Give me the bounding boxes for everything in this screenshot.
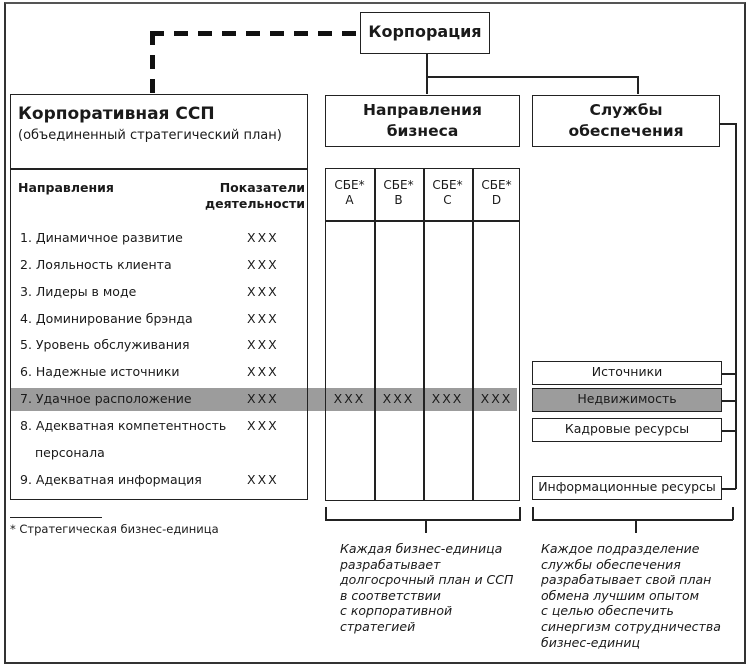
support-services-note: [541, 541, 721, 650]
bsc-row-label: 8. Адекватная компетентность: [20, 418, 227, 433]
dashed-connector-horizontal: [150, 31, 360, 36]
bsc-row-value: XXX: [247, 284, 279, 299]
footnote-rule: [10, 517, 102, 518]
footnote: * Стратегическая бизнес-единица: [10, 522, 219, 536]
note-line: Каждая бизнес-единица: [340, 541, 503, 556]
bsc-row-value: XXX: [247, 337, 279, 352]
connector-corp-right: [426, 76, 638, 78]
bsc-row-label: 1. Динамичное развитие: [20, 230, 183, 245]
support-services-title-1: Службы: [589, 101, 663, 119]
note-line: разрабатывает свой план: [541, 572, 712, 588]
corporate-bsc-divider: [10, 168, 308, 170]
bsc-row-label: 6. Надежные источники: [20, 364, 180, 379]
sbu-name: СБЕ*: [481, 178, 512, 192]
col-header-indicators-line1: Показатели: [219, 180, 305, 195]
support-service-connector: [722, 488, 736, 490]
bracket-business-l: [325, 507, 327, 520]
connector-services-down: [637, 76, 639, 94]
note-line: в соответствии: [340, 587, 441, 603]
sbu-value: XXX: [480, 391, 513, 406]
bsc-row-label: 2. Лояльность клиента: [20, 257, 172, 272]
support-service-label: Источники: [591, 364, 663, 379]
sbu-value: XXX: [382, 391, 415, 406]
sbu-name: СБЕ*: [383, 178, 414, 192]
bracket-business-r: [519, 507, 521, 520]
sbu-name: СБЕ*: [432, 178, 463, 192]
sbu-letter: D: [491, 193, 502, 207]
business-lines-box: [325, 95, 520, 147]
support-service-label: Недвижимость: [577, 391, 677, 406]
corporate-bsc-heading: Корпоративная ССП: [18, 104, 215, 124]
bsc-row-label: 5. Уровень обслуживания: [20, 337, 190, 352]
note-line: с корпоративной: [340, 603, 453, 619]
bsc-row-value: XXX: [247, 230, 279, 245]
sbu-column-divider: [423, 168, 425, 501]
bracket-services-l: [532, 507, 534, 520]
bsc-row-label-cont: персонала: [35, 445, 105, 460]
business-lines-title-2: бизнеса: [386, 122, 459, 140]
bracket-business-h: [325, 519, 521, 521]
sbu-column-divider: [472, 168, 474, 501]
bsc-row-value: XXX: [247, 418, 279, 433]
note-line: с целью обеспечить: [541, 603, 674, 619]
note-line: бизнес-единиц: [541, 634, 640, 650]
corporate-bsc-title: [18, 104, 282, 143]
col-header-indicators: [205, 180, 305, 212]
note-line: синергизм сотрудничества: [541, 618, 721, 634]
bsc-row-label: 9. Адекватная информация: [20, 472, 202, 487]
sbu-letter: A: [345, 193, 354, 207]
sbu-header: [472, 178, 521, 208]
bsc-row-value: XXX: [247, 391, 279, 406]
note-line: стратегией: [340, 618, 416, 634]
note-line: долгосрочный план и ССП: [340, 572, 514, 588]
bsc-row-value: XXX: [247, 311, 279, 326]
support-service-connector: [722, 400, 736, 402]
corporate-bsc-subtitle: (объединенный стратегический план): [18, 128, 282, 143]
bsc-row-value: XXX: [247, 364, 279, 379]
services-trunk-top: [720, 123, 736, 125]
sbu-value: XXX: [333, 391, 366, 406]
bsc-row-label: 3. Лидеры в моде: [20, 284, 137, 299]
sbu-header: [374, 178, 423, 208]
support-service-connector: [722, 430, 736, 432]
bracket-business-stem: [425, 519, 427, 533]
services-trunk: [735, 123, 737, 489]
connector-corp-down: [426, 54, 428, 94]
sbu-letter: B: [394, 193, 403, 207]
note-line: службы обеспечения: [541, 556, 681, 572]
business-lines-title-1: Направления: [363, 101, 482, 119]
support-service-item: [532, 361, 722, 385]
sbu-column-divider: [374, 168, 376, 501]
sbu-letter: C: [443, 193, 452, 207]
support-service-item: [532, 418, 722, 442]
sbu-name: СБЕ*: [334, 178, 365, 192]
col-header-directions: Направления: [18, 180, 114, 195]
bsc-row-value: XXX: [247, 257, 279, 272]
support-services-title-2: обеспечения: [568, 122, 684, 140]
corporation-box: [360, 12, 490, 54]
sbu-header: [325, 178, 374, 208]
corporation-title: Корпорация: [368, 22, 482, 41]
support-service-connector: [722, 373, 736, 375]
bracket-services-r: [732, 507, 734, 520]
sbu-header: [423, 178, 472, 208]
support-service-label: Информационные ресурсы: [538, 479, 716, 494]
business-lines-note: [340, 541, 513, 635]
support-service-label: Кадровые ресурсы: [564, 421, 690, 436]
bsc-row-label: 7. Удачное расположение: [20, 391, 192, 406]
bsc-row-value: XXX: [247, 472, 279, 487]
support-services-box: [532, 95, 720, 147]
col-header-indicators-line2: деятельности: [205, 196, 306, 211]
bracket-services-stem: [635, 519, 637, 533]
bracket-services-h: [532, 519, 733, 521]
sbu-value: XXX: [431, 391, 464, 406]
note-line: Каждое подразделение: [541, 541, 700, 556]
support-service-item: [532, 388, 722, 412]
note-line: разрабатывает: [340, 556, 441, 572]
support-service-item: [532, 476, 722, 500]
bsc-row-label: 4. Доминирование брэнда: [20, 311, 193, 326]
dashed-connector-vertical: [150, 31, 155, 94]
note-line: обмена лучшим опытом: [541, 587, 700, 603]
